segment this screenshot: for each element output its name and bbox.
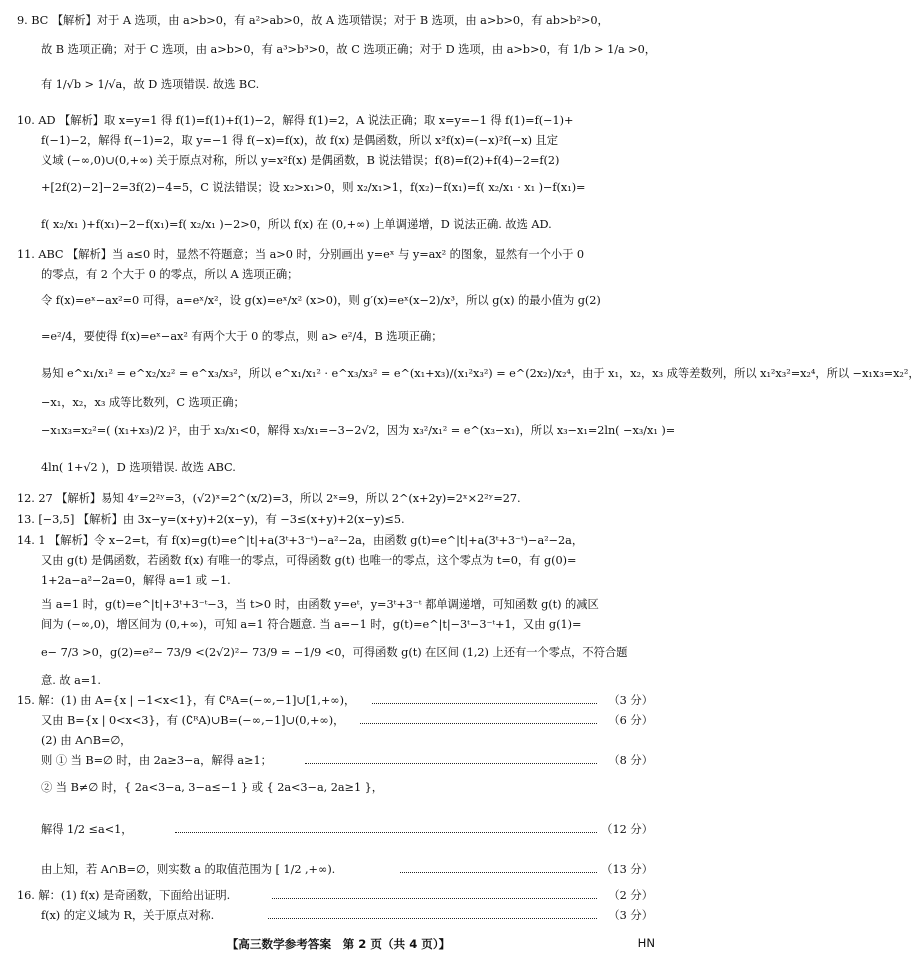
answer-line: 12. 27 【解析】易知 4ʸ=2²ʸ=3，(√2)ˣ=2^(x/2)=3，所以 2ˣ=9，所以 2^(x+2y)=2ˣ×2²ʸ=27. <box>17 492 521 505</box>
region-code: HN <box>637 936 655 950</box>
answer-line: −x₁，x₂，x₃ 成等比数列，C 选项正确； <box>41 396 245 409</box>
answer-line: 4ln( 1+√2 )，D 选项错误. 故选 ABC. <box>41 461 236 474</box>
answer-line: 10. AD 【解析】取 x=y=1 得 f(1)=f(1)+f(1)−2，解得 f(1)=2，A 说法正确；取 x=y=−1 得 f(1)=f(−1)+ <box>17 114 574 127</box>
answer-line: 义域 (−∞,0)∪(0,+∞) 关于原点对称，所以 y=x²f(x) 是偶函数，B 说法错误；f(8)=f(2)+f(4)−2=f(2) <box>41 154 560 167</box>
page-footer: 【高三数学参考答案 第 2 页（共 4 页）】 <box>226 937 451 951</box>
dot-leader <box>372 703 597 704</box>
answer-line: 的零点，有 2 个大于 0 的零点，所以 A 选项正确； <box>41 268 299 281</box>
answer-line: 当 a=1 时，g(t)=e^|t|+3ᵗ+3⁻ᵗ−3，当 t>0 时，由函数 y=eᵗ，y=3ᵗ+3⁻ᵗ 都单调递增，可知函数 g(t) 的减区 <box>41 598 599 611</box>
answer-line: 9. BC 【解析】对于 A 选项，由 a>b>0，有 a²>ab>0，故 A 选项错误；对于 B 选项，由 a>b>0，有 ab>b²>0， <box>17 14 609 27</box>
answer-line: 又由 B={x | 0<x<3}，有 (∁ᴿA)∪B=(−∞,−1]∪(0,+∞)， <box>41 714 345 727</box>
answer-line: f(−1)−2，解得 f(−1)=2，取 y=−1 得 f(−x)=f(x)，故 f(x) 是偶函数，所以 x²f(x)=(−x)²f(−x) 且定 <box>41 134 558 147</box>
answer-line: −x₁x₃=x₂²=( (x₁+x₃)/2 )²，由于 x₃/x₁<0，解得 x₃/x₁=−3−2√2，因为 x₃²/x₁² = e^(x₃−x₁)，所以 x₃−x₁=2ln( −x₃/x₁ )= <box>41 424 676 437</box>
score-marker: （13 分） <box>601 863 653 876</box>
answer-line: f(x) 的定义域为 R，关于原点对称. <box>41 909 215 922</box>
answer-line: f( x₂/x₁ )+f(x₁)−2−f(x₁)=f( x₂/x₁ )−2>0，所以 f(x) 在 (0,+∞) 上单调递增，D 说法正确. 故选 AD. <box>41 218 552 231</box>
answer-line: (2) 由 A∩B=∅， <box>41 734 132 747</box>
answer-line: =e²/4，要使得 f(x)=eˣ−ax² 有两个大于 0 的零点，则 a> e²/4，B 选项正确； <box>41 330 443 343</box>
score-marker: （6 分） <box>608 714 653 727</box>
answer-line: 13. [−3,5] 【解析】由 3x−y=(x+y)+2(x−y)，有 −3≤(x+y)+2(x−y)≤5. <box>17 513 405 526</box>
score-marker: （2 分） <box>608 889 653 902</box>
answer-line: 15. 解：(1) 由 A={x | −1<x<1}，有 ∁ᴿA=(−∞,−1]∪[1,+∞)， <box>17 694 356 707</box>
answer-line: 令 f(x)=eˣ−ax²=0 可得，a=eˣ/x²，设 g(x)=eˣ/x² (x>0)，则 g′(x)=eˣ(x−2)/x³，所以 g(x) 的最小值为 g(2) <box>41 294 601 307</box>
answer-line: 易知 e^x₁/x₁² = e^x₂/x₂² = e^x₃/x₃²，所以 e^x₁/x₁² · e^x₃/x₃² = e^(x₁+x₃)/(x₁²x₃²) = e^(2x₂)/x₂⁴，由于 x₁，x₂，x₃ 成等差数列，所以 x₁²x₃²=x₂⁴，所以 −x₁x₃=x₂²， <box>41 367 920 380</box>
dot-leader <box>305 763 597 764</box>
answer-line: 11. ABC 【解析】当 a≤0 时，显然不符题意；当 a>0 时，分别画出 y=eˣ 与 y=ax² 的图象，显然有一个小于 0 <box>17 248 585 261</box>
answer-line: 意. 故 a=1. <box>41 674 101 687</box>
dot-leader <box>400 872 597 873</box>
answer-line: 又由 g(t) 是偶函数，若函数 f(x) 有唯一的零点，可得函数 g(t) 也唯一的零点，这个零点为 t=0，有 g(0)= <box>41 554 577 567</box>
answer-line: 1+2a−a²−2a=0，解得 a=1 或 −1. <box>41 574 231 587</box>
score-marker: （8 分） <box>608 754 653 767</box>
answer-line: 则 ① 当 B=∅ 时，由 2a≥3−a，解得 a≥1； <box>41 754 272 767</box>
answer-line: 16. 解：(1) f(x) 是奇函数，下面给出证明. <box>17 889 231 902</box>
dot-leader <box>268 918 597 919</box>
answer-line: 有 1/√b > 1/√a，故 D 选项错误. 故选 BC. <box>41 78 260 91</box>
answer-line: ② 当 B≠∅ 时，{ 2a<3−a, 3−a≤−1 } 或 { 2a<3−a, 2a≥1 }， <box>41 781 384 794</box>
dot-leader <box>360 723 597 724</box>
score-marker: （3 分） <box>608 909 653 922</box>
answer-line: 解得 1/2 ≤a<1， <box>41 823 133 836</box>
dot-leader <box>272 898 597 899</box>
answer-line: +[2f(2)−2]−2=3f(2)−4=5，C 说法错误；设 x₂>x₁>0，则 x₂/x₁>1，f(x₂)−f(x₁)=f( x₂/x₁ · x₁ )−f(x₁)= <box>41 181 586 194</box>
answer-line: e− 7/3 >0，g(2)=e²− 73/9 <(2√2)²− 73/9 = −1/9 <0，可得函数 g(t) 在区间 (1,2) 上还有一个零点，不符合题 <box>41 646 628 659</box>
score-marker: （3 分） <box>608 694 653 707</box>
dot-leader <box>175 832 597 833</box>
answer-line: 间为 (−∞,0)，增区间为 (0,+∞)，可知 a=1 符合题意. 当 a=−1 时，g(t)=e^|t|−3ᵗ−3⁻ᵗ+1，又由 g(1)= <box>41 618 582 631</box>
answer-line: 故 B 选项正确；对于 C 选项，由 a>b>0，有 a³>b³>0，故 C 选项正确；对于 D 选项，由 a>b>0，有 1/b > 1/a >0， <box>41 43 657 56</box>
score-marker: （12 分） <box>601 823 653 836</box>
answer-line: 14. 1 【解析】令 x−2=t，有 f(x)=g(t)=e^|t|+a(3ᵗ+3⁻ᵗ)−a²−2a，由函数 g(t)=e^|t|+a(3ᵗ+3⁻ᵗ)−a²−2a， <box>17 534 584 547</box>
answer-line: 由上知，若 A∩B=∅，则实数 a 的取值范围为 [ 1/2 ,+∞). <box>41 863 336 876</box>
